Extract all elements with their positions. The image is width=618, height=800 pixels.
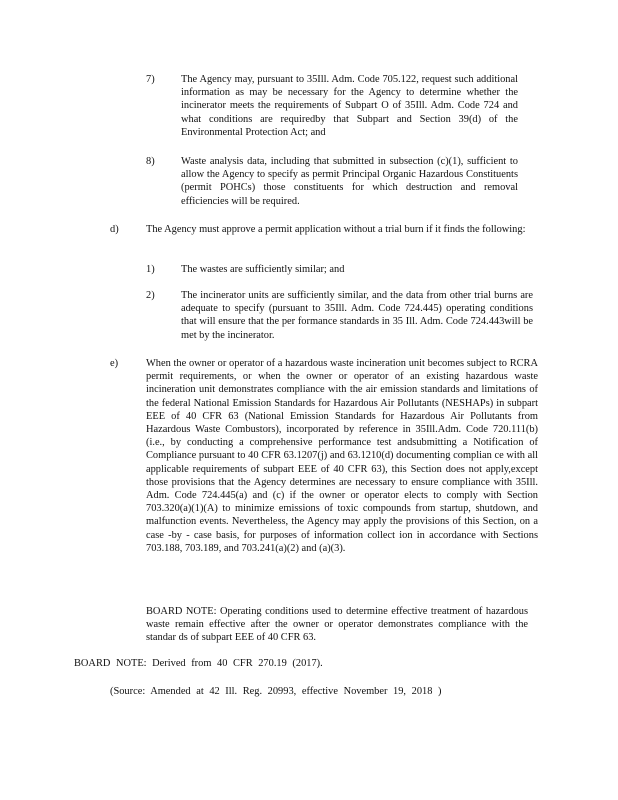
item-d1-label: 1): [146, 264, 155, 275]
item-d1-text: The wastes are sufficiently similar; and: [181, 264, 345, 275]
subsection-d-text: The Agency must approve a permit application without a trial burn if it finds the following:: [146, 224, 526, 235]
board-note: BOARD NOTE: Derived from 40 CFR 270.19 (2017).: [74, 658, 323, 669]
subsection-e-board-note: BOARD NOTE: Operating conditions used to determine effective treatment of hazardous waste remain effective after the owner or operator demonstrates compliance with the standar ds of subpart EEE of 40 CFR 63.: [146, 606, 528, 644]
subsection-e-text: When the owner or operator of a hazardous waste incineration unit becomes subject to RCRA permit requirements, or when the owner or operator of an existing hazardous waste incineration unit demonstrates compliance with the air emission standards and limitations of the federal National Emission Standards for Hazardous Air Pollutants (NESHAPs) in subpart EEE of 40 CFR 63 (National Emission Standards for Hazardous Air Pollutants from Hazardous Waste Combustors), incorporated by reference in 35Ill.Adm. Code 720.111(b) (i.e., by conducting a comprehensive performance test andsubmitting a Notification of Compliance pursuant to 40 CFR 63.1207(j) and 63.1210(d) documenting complian ce with all applicable requirements of subpart EEE of 40 CFR 63), this Section does not apply,except those provisions that the Agency determines are necessary to ensure compliance with 35Ill. Adm. Code 724.445(a) and (c) if the owner or operator elects to comply with Section 703.320(a)(1)(A) to minimize emissions of toxic compounds from startup, shutdown, and malfunction events. Nevertheless, the Agency may apply the provisions of this Section, on a case -by - case basis, for purposes of information collect ion in accordance with Sections 703.188, 703.189, and 703.241(a)(2) and (a)(3).: [146, 358, 538, 554]
item-d2-text: The incinerator units are sufficiently similar, and the data from other trial burns are adequate to specify (pursuant to 35Ill. Adm. Code 724.445) operating conditions that will ensure that the per formance standards in 35 Ill. Adm. Code 724.443will be met by the incinerator.: [181, 290, 533, 341]
source-note: (Source: Amended at 42 Ill. Reg. 20993, effective November 19, 2018 ): [110, 686, 442, 697]
item-7-text: The Agency may, pursuant to 35Ill. Adm. Code 705.122, request such additional information as may be necessary for the Agency to determine whether the incinerator meets the requirements of Subpart O of 35Ill. Adm. Code 724 and what conditions are requiredby that Subpart and Section 39(d) of the Environmental Protection Act; and: [181, 74, 518, 138]
item-8-label: 8): [146, 156, 155, 167]
item-8-text: Waste analysis data, including that submitted in subsection (c)(1), sufficient to allow the Agency to specify as permit Principal Organic Hazardous Constituents (permit POHCs) those constituents for which destruction and removal efficiencies will be required.: [181, 156, 518, 207]
subsection-d-label: d): [110, 224, 119, 235]
item-d2-label: 2): [146, 290, 155, 301]
item-7-label: 7): [146, 74, 155, 85]
subsection-e-label: e): [110, 358, 119, 369]
